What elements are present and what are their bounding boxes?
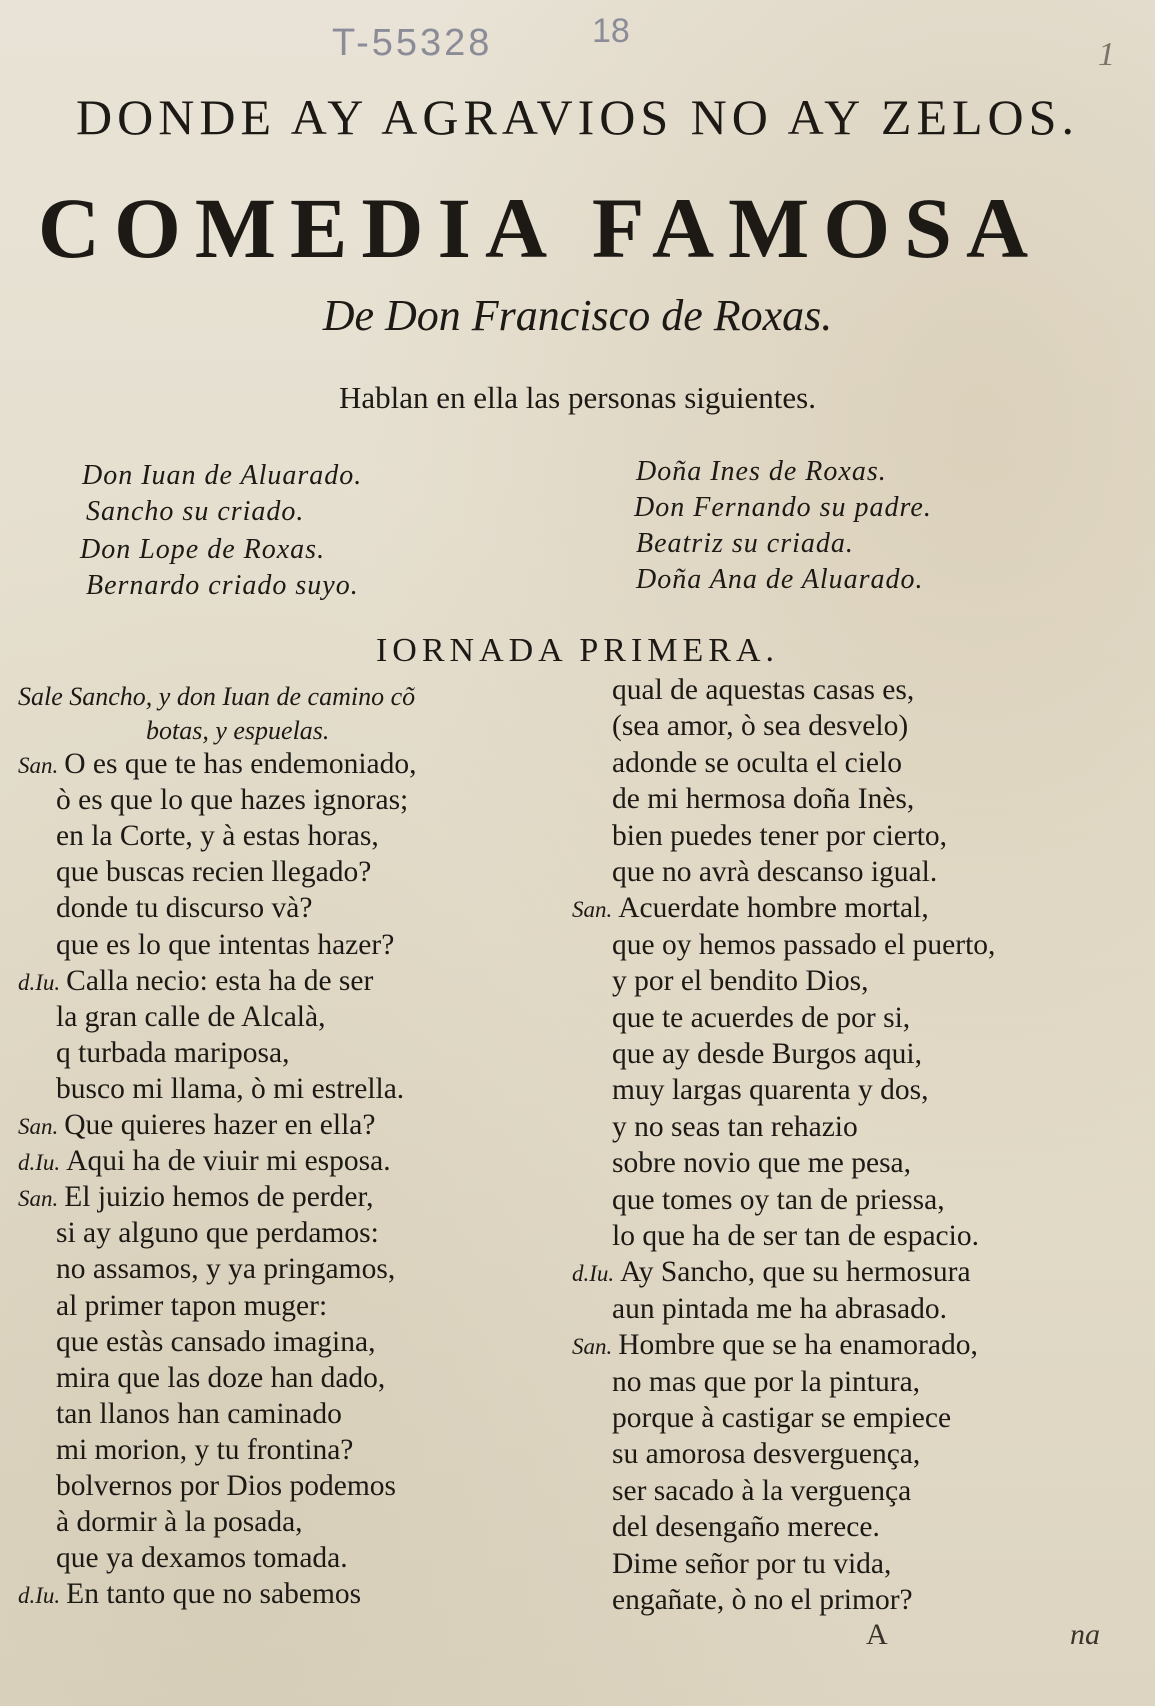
verse-text: de mi hermosa doña Inès, [612, 783, 915, 816]
verse-text: que no avrà descanso igual. [612, 856, 938, 888]
signature-mark: A [866, 1618, 888, 1651]
verse-text: Dime señor por tu vida, [612, 1547, 892, 1580]
verse-text: bien puedes tener por cierto, [612, 819, 948, 852]
speaker-label: d.Iu. [18, 1150, 61, 1176]
speaker-label: d.Iu. [18, 969, 61, 995]
verse-line [612, 783, 914, 816]
verse-text: donde tu discurso và? [56, 892, 313, 925]
verse-line [612, 965, 868, 998]
verse-line [18, 748, 417, 781]
verse-line [56, 1326, 375, 1359]
verse-text: (sea amor, ò sea desvelo) [612, 710, 909, 743]
verse-line [56, 784, 408, 817]
verse-line [612, 1111, 858, 1144]
verse-text: al primer tapon muger: [56, 1289, 328, 1322]
speaker-label: San. [18, 1114, 59, 1139]
verse-line [56, 929, 394, 962]
cast-item: Don Iuan de Aluarado. [82, 460, 363, 491]
play-subtitle: COMEDIA FAMOSA [37, 180, 1043, 276]
author-line: De Don Francisco de Roxas. [322, 291, 833, 340]
verse-text: Ay Sancho, que su hermosura [620, 1256, 971, 1289]
cast-item: Doña Ines de Roxas. [636, 456, 887, 487]
verse-text: que estàs cansado imagina, [56, 1325, 376, 1358]
verse-line [612, 1074, 929, 1107]
verse-text: y no seas tan rehazio [612, 1110, 858, 1143]
verse-line [56, 1542, 348, 1575]
verse-line [612, 1293, 947, 1326]
verse-line [56, 1037, 289, 1070]
verse-text: tan llanos han caminado [56, 1397, 342, 1430]
verse-line [56, 1470, 396, 1503]
verse-text: adonde se oculta el cielo [612, 746, 902, 779]
verse-text: la gran calle de Alcalà, [56, 1000, 326, 1033]
verse-text: busco mi llama, ò mi estrella. [56, 1072, 405, 1105]
verse-line [612, 1475, 911, 1508]
verse-text: que ay desde Burgos aqui, [612, 1038, 922, 1070]
verse-text: mira que las doze han dado, [56, 1361, 386, 1394]
verse-line [612, 1184, 945, 1217]
verse-text: que ya dexamos tomada. [56, 1542, 348, 1575]
verse-line [572, 1256, 971, 1289]
verse-line [18, 1578, 361, 1611]
verse-text: si ay alguno que perdamos: [56, 1217, 379, 1250]
verse-text: engañate, ò no el primor? [612, 1584, 913, 1616]
cast-item: Sancho su criado. [86, 496, 305, 527]
verse-text: del desengaño merece. [612, 1511, 880, 1544]
verse-text: su amorosa desverguença, [612, 1438, 921, 1471]
verse-line [612, 929, 995, 962]
shelfmark-annotation: T-55328 [332, 22, 493, 64]
verse-text: que tomes oy tan de priessa, [612, 1183, 945, 1216]
verse-text: ò es que lo que hazes ignoras; [56, 784, 409, 817]
verse-line [612, 1548, 891, 1581]
cast-item: Doña Ana de Aluarado. [636, 564, 924, 595]
verse-line [56, 1253, 395, 1286]
verse-text: q turbada mariposa, [56, 1036, 290, 1069]
verse-line [612, 1038, 922, 1071]
verse-line [612, 820, 947, 853]
verse-text: no assamos, y ya pringamos, [56, 1253, 396, 1286]
verse-line [18, 965, 373, 998]
verse-line [612, 1002, 910, 1035]
verse-text: qual de aquestas casas es, [612, 674, 915, 706]
speaker-label: San. [18, 753, 59, 778]
verse-text: Calla necio: esta ha de ser [66, 964, 374, 997]
verse-line [612, 856, 937, 889]
verse-line [572, 892, 929, 925]
verse-text: sobre novio que me pesa, [612, 1147, 912, 1180]
act-heading: IORNADA PRIMERA. [375, 632, 780, 669]
verse-line [56, 1506, 303, 1539]
verse-line [56, 1290, 327, 1323]
verse-text: que oy hemos passado el puerto, [612, 928, 996, 961]
verse-line [56, 1073, 404, 1106]
verse-text: Hombre que se ha enamorado, [618, 1329, 978, 1362]
verse-line [18, 1145, 391, 1178]
speaker-label: San. [18, 1186, 59, 1212]
cast-item: Beatriz su criada. [636, 528, 854, 559]
catchword: na [1070, 1618, 1100, 1651]
stage-direction: botas, y espuelas. [146, 716, 330, 745]
verse-text: que buscas recien llegado? [56, 856, 372, 889]
verse-text: En tanto que no sabemos [66, 1578, 362, 1611]
verse-text: no mas que por la pintura, [612, 1365, 921, 1398]
verse-text: Que quieres hazer en ella? [64, 1109, 376, 1141]
verse-text: ser sacado à la verguença [612, 1474, 912, 1507]
verse-line [18, 1181, 374, 1214]
verse-line [612, 1438, 920, 1471]
verse-text: y por el bendito Dios, [612, 965, 869, 998]
verse-line [612, 747, 902, 780]
verse-text: que es lo que intentas hazer? [56, 928, 395, 961]
verse-text: que te acuerdes de por si, [612, 1001, 911, 1034]
folio-annotation: 18 [592, 12, 630, 50]
verse-line [56, 1217, 379, 1250]
verse-line [18, 1109, 375, 1142]
verse-text: muy largas quarenta y dos, [612, 1074, 929, 1107]
verse-text: aun pintada me ha abrasado. [612, 1292, 948, 1325]
verse-line [612, 1147, 911, 1180]
speaker-label: d.Iu. [572, 1261, 615, 1287]
verse-text: à dormir à la posada, [56, 1506, 303, 1539]
verse-line [612, 1220, 979, 1253]
page-number: 1 [1098, 36, 1115, 73]
cast-item: Don Fernando su padre. [634, 492, 932, 523]
speaker-label: San. [572, 1334, 613, 1360]
verse-text: bolvernos por Dios podemos [56, 1470, 397, 1502]
verse-line [572, 1329, 978, 1362]
verse-line [612, 1402, 951, 1435]
play-title: DONDE AY AGRAVIOS NO AY ZELOS. [76, 89, 1079, 145]
speaker-label: San. [572, 897, 613, 923]
verse-line [612, 710, 908, 743]
verse-text: O es que te has endemoniado, [64, 748, 417, 780]
verse-line [56, 1398, 342, 1431]
verse-line [56, 1362, 385, 1395]
cast-item: Don Lope de Roxas. [80, 534, 326, 565]
cast-intro: Hablan en ella las personas siguientes. [339, 380, 816, 415]
verse-line [56, 856, 371, 889]
cast-item: Bernardo criado suyo. [86, 570, 359, 601]
verse-text: mi morion, y tu frontina? [56, 1433, 354, 1466]
verse-line [612, 674, 914, 707]
speaker-label: d.Iu. [18, 1583, 61, 1609]
verse-line [612, 1584, 913, 1617]
verse-line [56, 1001, 325, 1034]
verse-text: porque à castigar se empiece [612, 1402, 952, 1434]
verse-line [56, 820, 379, 853]
verse-text: en la Corte, y à estas horas, [56, 820, 379, 853]
verse-line [612, 1511, 880, 1544]
verse-text: lo que ha de ser tan de espacio. [612, 1220, 979, 1252]
stage-direction: Sale Sancho, y don Iuan de camino cõ [18, 682, 416, 711]
verse-line [56, 892, 312, 925]
verse-line [56, 1434, 353, 1467]
verse-text: El juizio hemos de perder, [64, 1181, 374, 1214]
verse-text: Aqui ha de viuir mi esposa. [66, 1145, 391, 1178]
verse-line [612, 1366, 920, 1399]
verse-text: Acuerdate hombre mortal, [618, 892, 929, 925]
